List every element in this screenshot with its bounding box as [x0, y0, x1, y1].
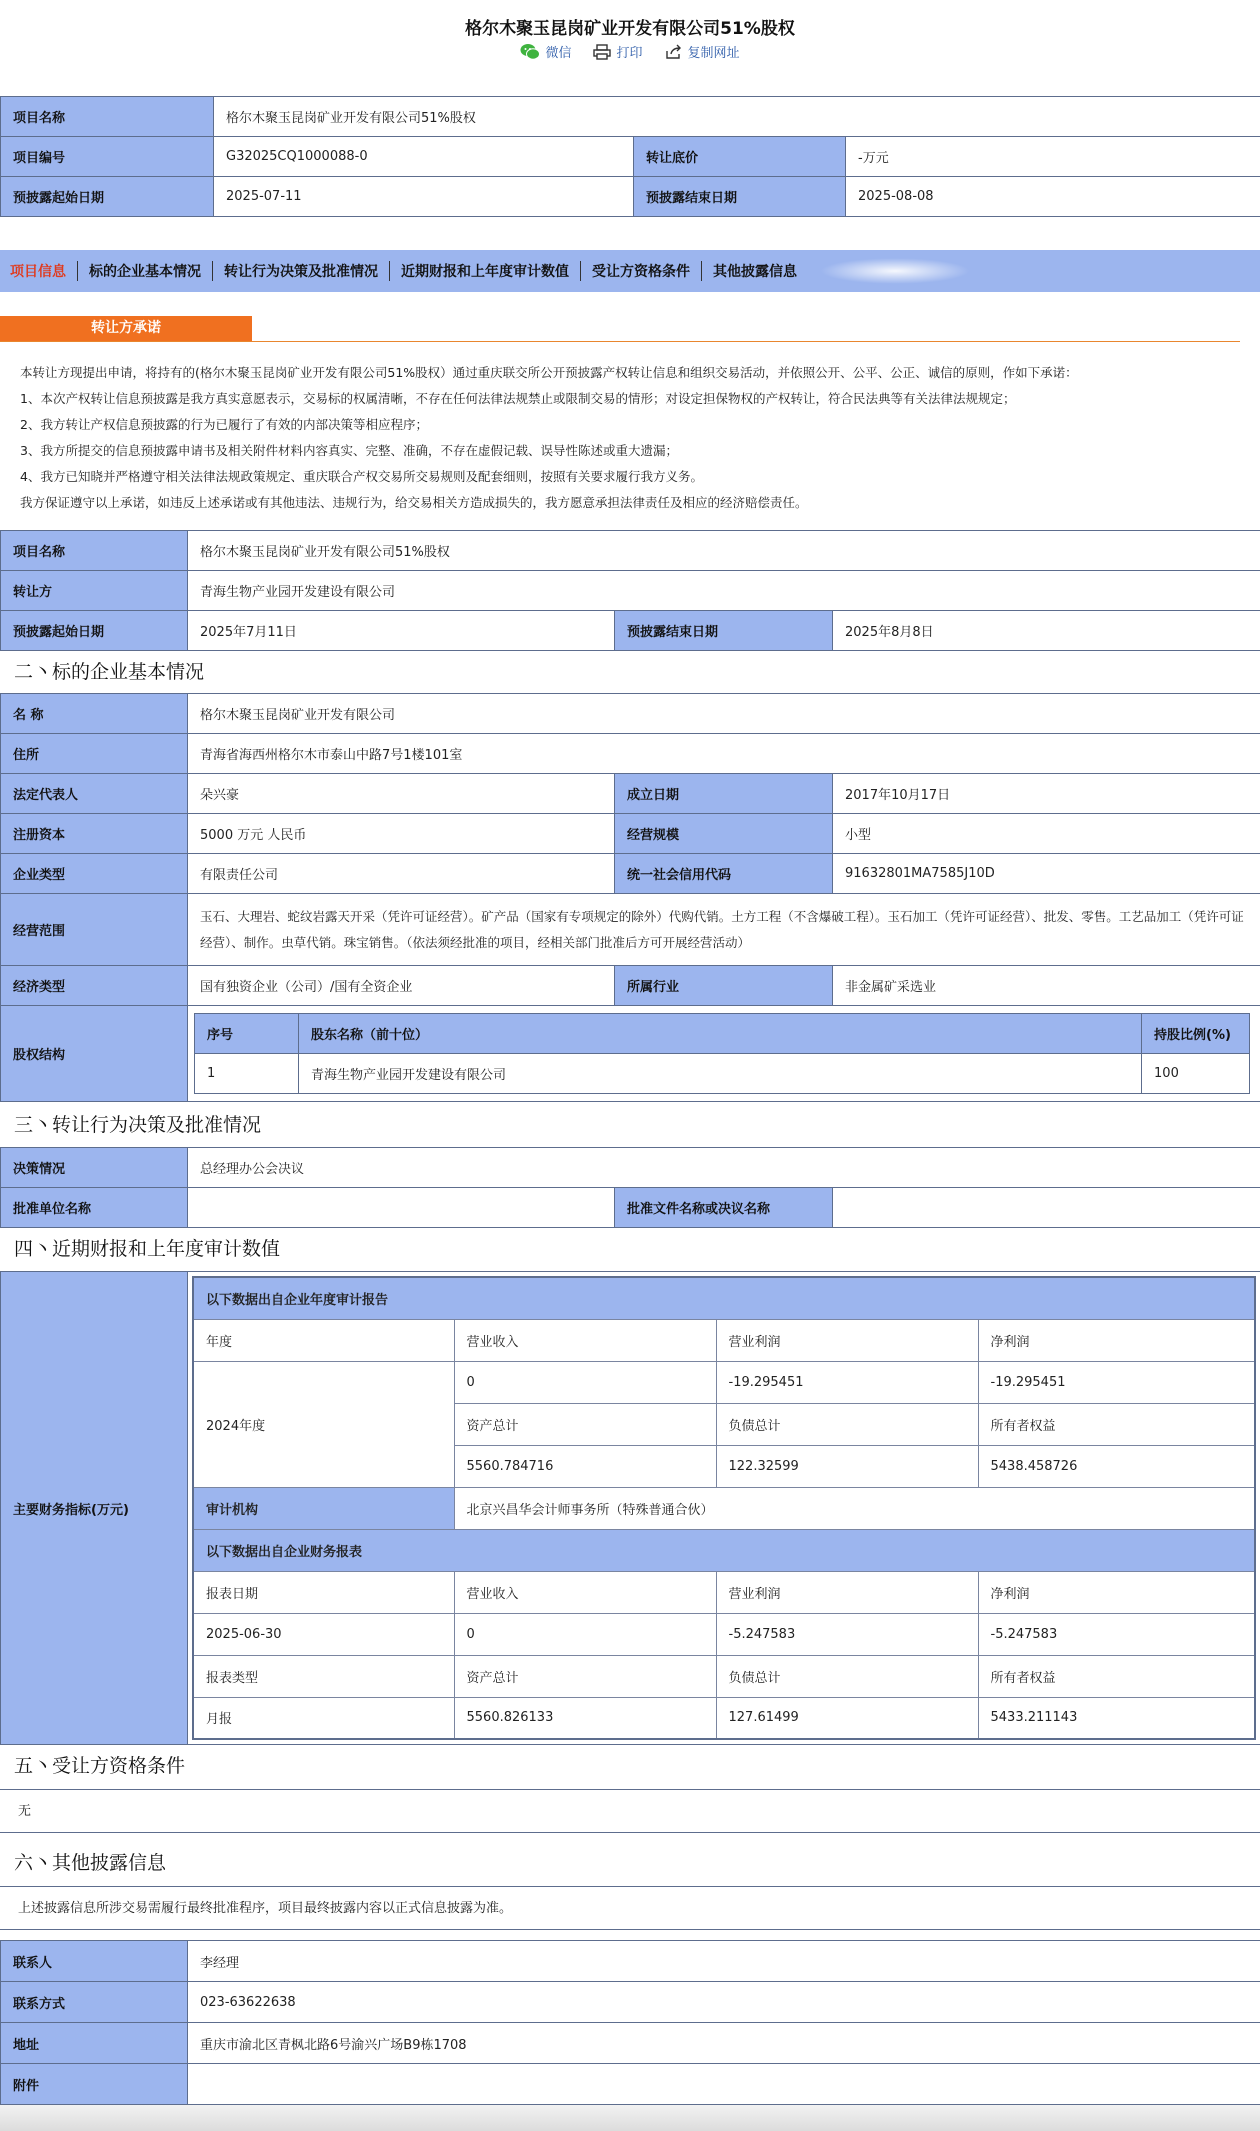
attachment-label: 附件 — [1, 2064, 188, 2105]
transferor-label: 转让方 — [1, 571, 188, 611]
contact-person-value: 李经理 — [188, 1941, 1260, 1982]
equity-no: 1 — [195, 1054, 299, 1094]
economy-type-label: 经济类型 — [1, 966, 188, 1006]
company-name-value: 格尔木聚玉昆岗矿业开发有限公司 — [188, 694, 1260, 734]
promise-line: 1、本次产权转让信息预披露是我方真实意愿表示，交易标的权属清晰，不存在任何法律法规禁止或限制交易的情形；对设定担保物权的产权转让，符合民法典等有关法律法规规定； — [20, 391, 1016, 406]
qualification-text: 无 — [0, 1789, 1260, 1833]
print-button[interactable] — [593, 42, 642, 61]
promise-header — [0, 316, 1240, 342]
industry-label: 所属行业 — [615, 966, 833, 1006]
contact-phone-value: 023-63622638 — [188, 1982, 1260, 2023]
equity-header-holder: 股东名称（前十位） — [299, 1014, 1142, 1054]
promise-line: 我方保证遵守以上承诺，如违反上述承诺或有其他违法、违规行为，给交易相关方造成损失的，我方愿意承担法律责任及相应的经济赔偿责任。 — [20, 495, 808, 510]
finance-label: 主要财务指标(万元) — [1, 1272, 188, 1745]
other-text: 上述披露信息所涉交易需履行最终批准程序，项目最终披露内容以正式信息披露为准。 — [0, 1886, 1260, 1930]
report-col-equity: 所有者权益 — [978, 1655, 1255, 1697]
decision-label: 决策情况 — [1, 1148, 188, 1188]
wechat-label: 微信 — [545, 46, 572, 61]
audit-col-equity: 所有者权益 — [978, 1403, 1255, 1445]
company-type-label: 企业类型 — [1, 854, 188, 894]
nav-qualification[interactable]: 受让方资格条件 — [580, 261, 701, 281]
company-type-value: 有限责任公司 — [188, 854, 615, 894]
section-title-company: 二丶标的企业基本情况 — [14, 661, 205, 683]
approval-doc-value — [833, 1188, 1260, 1228]
wechat-icon — [520, 43, 540, 61]
finance-cell — [188, 1272, 1260, 1745]
info-end-date-label: 预披露结束日期 — [615, 611, 833, 651]
audit-liabilities: 122.32599 — [716, 1445, 978, 1487]
report-equity: 5433.211143 — [978, 1697, 1255, 1739]
audit-header: 以下数据出自企业年度审计报告 — [193, 1277, 1255, 1319]
legal-rep-label: 法定代表人 — [1, 774, 188, 814]
project-info-table — [0, 530, 1260, 651]
industry-value: 非金属矿采选业 — [833, 966, 1260, 1006]
bottom-fade — [0, 2105, 1260, 2131]
page-title: 格尔木聚玉昆岗矿业开发有限公司51%股权 — [465, 19, 795, 39]
wechat-share-button[interactable] — [520, 42, 571, 61]
equity-cell — [188, 1006, 1260, 1102]
info-project-name-value: 格尔木聚玉昆岗矿业开发有限公司51%股权 — [188, 531, 1260, 571]
transferor-value: 青海生物产业园开发建设有限公司 — [188, 571, 1260, 611]
decision-value: 总经理办公会决议 — [188, 1148, 1260, 1188]
contact-address-value: 重庆市渝北区青枫北路6号渝兴广场B9栋1708 — [188, 2023, 1260, 2064]
equity-header-ratio: 持股比例(%) — [1142, 1014, 1250, 1054]
project-code-label: 项目编号 — [1, 137, 214, 177]
promise-line: 4、我方已知晓并严格遵守相关法律法规政策规定、重庆联合产权交易所交易规则及配套细则，按照有关要求履行我方义务。 — [20, 469, 703, 484]
section-nav — [0, 250, 1260, 292]
audit-revenue: 0 — [454, 1361, 716, 1403]
promise-line: 本转让方现提出申请，将持有的(格尔木聚玉昆岗矿业开发有限公司51%股权）通过重庆联交所公开预披露产权转让信息和组织交易活动，并依照公开、公平、公正、诚信的原则，作如下承诺： — [20, 365, 1078, 380]
capital-label: 注册资本 — [1, 814, 188, 854]
report-liabilities: 127.61499 — [716, 1697, 978, 1739]
nav-company-info[interactable]: 标的企业基本情况 — [77, 261, 212, 281]
promise-line: 3、我方所提交的信息预披露申请书及相关附件材料内容真实、完整、准确，不存在虚假记载、误导性陈述或重大遗漏； — [20, 443, 678, 458]
audit-col-net-profit: 净利润 — [978, 1319, 1255, 1361]
audit-col-liabilities: 负债总计 — [716, 1403, 978, 1445]
auditor-value: 北京兴昌华会计师事务所（特殊普通合伙） — [454, 1487, 1255, 1529]
report-col-revenue: 营业收入 — [454, 1571, 716, 1613]
print-label: 打印 — [616, 46, 643, 61]
report-col-type: 报表类型 — [193, 1655, 454, 1697]
report-col-op-profit: 营业利润 — [716, 1571, 978, 1613]
project-name-label: 项目名称 — [1, 97, 214, 137]
equity-table — [194, 1013, 1250, 1094]
company-name-label: 名 称 — [1, 694, 188, 734]
founded-label: 成立日期 — [615, 774, 833, 814]
audit-assets: 5560.784716 — [454, 1445, 716, 1487]
address-value: 青海省海西州格尔木市泰山中路7号1楼101室 — [188, 734, 1260, 774]
start-date-value: 2025-07-11 — [214, 177, 634, 217]
audit-equity: 5438.458726 — [978, 1445, 1255, 1487]
audit-col-assets: 资产总计 — [454, 1403, 716, 1445]
report-revenue: 0 — [454, 1613, 716, 1655]
audit-col-year: 年度 — [193, 1319, 454, 1361]
end-date-value: 2025-08-08 — [846, 177, 1260, 217]
section-title-other: 六丶其他披露信息 — [14, 1852, 167, 1874]
report-type: 月报 — [193, 1697, 454, 1739]
contact-address-label: 地址 — [1, 2023, 188, 2064]
promise-tag: 转让方承诺 — [0, 316, 252, 341]
reserve-price-label: 转让底价 — [634, 137, 846, 177]
table-row — [195, 1054, 1250, 1094]
decision-table — [0, 1147, 1260, 1228]
audit-net-profit: -19.295451 — [978, 1361, 1255, 1403]
scope-label: 经营范围 — [1, 894, 188, 966]
info-end-date-value: 2025年8月8日 — [833, 611, 1260, 651]
report-header: 以下数据出自企业财务报表 — [193, 1529, 1255, 1571]
approval-doc-label: 批准文件名称或决议名称 — [615, 1188, 833, 1228]
nav-other[interactable]: 其他披露信息 — [701, 261, 808, 281]
legal-rep-value: 朵兴豪 — [188, 774, 615, 814]
nav-decision[interactable]: 转让行为决策及批准情况 — [212, 261, 389, 281]
audit-year: 2024年度 — [193, 1361, 454, 1487]
founded-value: 2017年10月17日 — [833, 774, 1260, 814]
info-project-name-label: 项目名称 — [1, 531, 188, 571]
printer-icon — [593, 44, 611, 60]
finance-inner-table — [192, 1276, 1256, 1740]
capital-value: 5000 万元 人民币 — [188, 814, 615, 854]
audit-col-op-profit: 营业利润 — [716, 1319, 978, 1361]
blur-overlay — [820, 258, 970, 284]
end-date-label: 预披露结束日期 — [634, 177, 846, 217]
address-label: 住所 — [1, 734, 188, 774]
credit-code-value: 91632801MA7585J10D — [833, 854, 1260, 894]
report-assets: 5560.826133 — [454, 1697, 716, 1739]
scale-value: 小型 — [833, 814, 1260, 854]
copy-url-button[interactable] — [665, 42, 740, 61]
finance-table — [0, 1271, 1260, 1745]
contact-phone-label: 联系方式 — [1, 1982, 188, 2023]
share-link-icon — [665, 44, 683, 60]
report-net-profit: -5.247583 — [978, 1613, 1255, 1655]
equity-holder: 青海生物产业园开发建设有限公司 — [299, 1054, 1142, 1094]
credit-code-label: 统一社会信用代码 — [615, 854, 833, 894]
project-code-value: G32025CQ1000088-0 — [214, 137, 634, 177]
report-col-net-profit: 净利润 — [978, 1571, 1255, 1613]
start-date-label: 预披露起始日期 — [1, 177, 214, 217]
audit-col-revenue: 营业收入 — [454, 1319, 716, 1361]
equity-ratio: 100 — [1142, 1054, 1250, 1094]
scale-label: 经营规模 — [615, 814, 833, 854]
report-op-profit: -5.247583 — [716, 1613, 978, 1655]
report-date: 2025-06-30 — [193, 1613, 454, 1655]
copy-url-label: 复制网址 — [687, 46, 740, 61]
equity-header-no: 序号 — [195, 1014, 299, 1054]
approver-label: 批准单位名称 — [1, 1188, 188, 1228]
auditor-label: 审计机构 — [193, 1487, 454, 1529]
reserve-price-value: -万元 — [846, 137, 1260, 177]
report-col-assets: 资产总计 — [454, 1655, 716, 1697]
project-name-value: 格尔木聚玉昆岗矿业开发有限公司51%股权 — [214, 97, 1260, 137]
contact-table — [0, 1940, 1260, 2105]
contact-person-label: 联系人 — [1, 1941, 188, 1982]
info-start-date-label: 预披露起始日期 — [1, 611, 188, 651]
summary-table — [0, 96, 1260, 217]
section-title-finance: 四丶近期财报和上年度审计数值 — [14, 1238, 281, 1260]
attachment-value[interactable] — [188, 2064, 1260, 2105]
nav-project-info[interactable]: 项目信息 — [10, 264, 66, 280]
nav-finance[interactable]: 近期财报和上年度审计数值 — [389, 261, 580, 281]
promise-line: 2、我方转让产权信息预披露的行为已履行了有效的内部决策等相应程序； — [20, 417, 428, 432]
info-start-date-value: 2025年7月11日 — [188, 611, 615, 651]
report-col-date: 报表日期 — [193, 1571, 454, 1613]
report-col-liabilities: 负债总计 — [716, 1655, 978, 1697]
approver-value — [188, 1188, 615, 1228]
section-title-decision: 三丶转让行为决策及批准情况 — [14, 1114, 262, 1136]
company-table — [0, 693, 1260, 1102]
scope-value: 玉石、大理岩、蛇纹岩露天开采（凭许可证经营）。矿产品（国家有专项规定的除外）代购代销。土方工程（不含爆破工程）。玉石加工（凭许可证经营）、批发、零售。工艺品加工（凭许可证经营）、制作。虫草代销。珠宝销售。（依法须经批准的项目，经相关部门批准后方可开展经营活动） — [188, 894, 1260, 966]
equity-label: 股权结构 — [1, 1006, 188, 1102]
section-title-qualification: 五丶受让方资格条件 — [14, 1755, 186, 1777]
promise-text — [20, 360, 1245, 516]
share-bar — [0, 42, 1260, 61]
audit-op-profit: -19.295451 — [716, 1361, 978, 1403]
economy-type-value: 国有独资企业（公司）/国有全资企业 — [188, 966, 615, 1006]
